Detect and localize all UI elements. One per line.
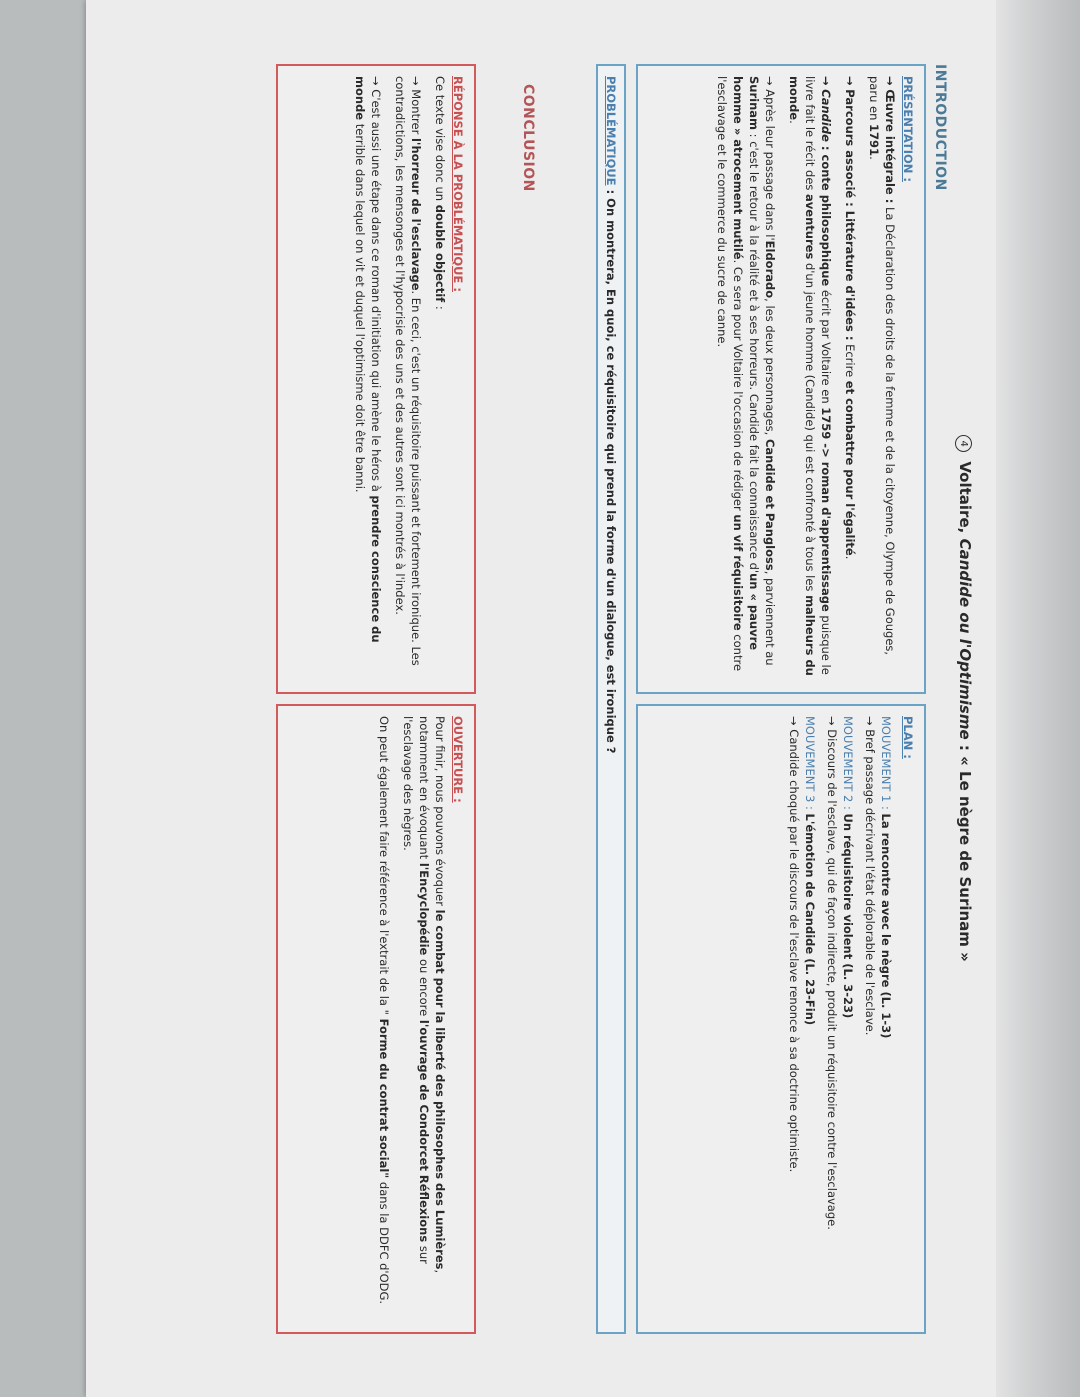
rotated-document <box>86 0 996 1397</box>
presentation-box <box>636 64 926 694</box>
presentation-heading: PRÉSENTATION : <box>901 76 915 182</box>
reponse-objectif: Ce texte vise donc un double objectif : <box>433 76 447 310</box>
title-author: Voltaire, <box>956 461 974 534</box>
ouverture-box <box>276 704 476 1334</box>
ouverture-lumieres: Pour finir, nous pouvons évoquer le combat pour la liberté des philosophes des Lumières, notamment en évoquant l'Encyclopédie ou encore l'ouvrage de Condorcet Réflexions sur l'esclavage des nègres. <box>401 716 447 1274</box>
document-title <box>955 0 974 1397</box>
reponse-horreur: → Montrer l'horreur de l'esclavage. En ceci, c'est un réquisitoire puissant et fortement ironique. Les contradictions, les mensonges et l'hypocrisie des uns et des autres sont ici montrés à l'index. <box>393 76 423 666</box>
reponse-box <box>276 64 476 694</box>
mouvement-3-text: → Candide choqué par le discours de l'esclave renonce à sa doctrine optimiste. <box>787 716 801 1173</box>
section-number-badge: 4 <box>955 435 972 452</box>
conclusion-label: CONCLUSION <box>520 84 536 192</box>
presentation-oeuvre: → Œuvre intégrale : La Déclaration des droits de la femme et de la citoyenne, Olympe de Gouges, paru en 1791. <box>867 76 897 656</box>
problematique-label: PROBLÉMATIQUE <box>604 76 618 186</box>
introduction-label: INTRODUCTION <box>932 64 948 191</box>
mouvement-1-title: MOUVEMENT 1 : La rencontre avec le nègre (L. 1-3) <box>879 716 893 1039</box>
presentation-context: → Après leur passage dans l'Eldorado, les deux personnages, Candide et Pangloss, parviennent au Surinam : c'est le retour à la réalité et à ses horreurs. Candide fait la connaissance d'un « pauvre homme » atrocement mutilé. Ce sera pour Voltaire l'occasion de rédiger un vif réquisitoire contre l'esclavage et le commerce du sucre de canne. <box>715 76 777 672</box>
reponse-heading: RÉPONSE À LA PROBLÉMATIQUE : <box>451 76 465 292</box>
plan-box <box>636 704 926 1334</box>
ouverture-contrat-social: On peut également faire référence à l'extrait de la " Forme du contrat social" dans la DDFC d'ODG. <box>377 716 391 1305</box>
problematique-box <box>596 64 626 1334</box>
presentation-candide: → Candide : conte philosophique écrit par Voltaire en 1759 -> roman d'apprentissage puisque le livre fait le récit des aventures d'un jeune homme (Candide) qui est confronté à tous les malheurs du monde. <box>787 76 833 676</box>
mouvement-2-title: MOUVEMENT 2 : Un réquisitoire violent (L. 3-23) <box>841 716 855 1019</box>
ouverture-heading: OUVERTURE : <box>451 716 465 803</box>
paper-edge-shadow <box>996 0 1080 1397</box>
plan-heading: PLAN : <box>901 716 915 759</box>
reponse-initiation: → C'est aussi une étape dans ce roman d'initiation qui amène le héros à prendre conscience du monde terrible dans lequel on vit et duquel l'optimisme doit être banni. <box>353 76 383 643</box>
presentation-parcours: → Parcours associé : Littérature d'idées : Ecrire et combattre pour l'égalité. <box>843 76 857 560</box>
mouvement-2-text: → Discours de l'esclave, qui de façon indirecte, produit un réquisitoire contre l'esclavage. <box>825 716 839 1230</box>
title-work: Candide ou l'Optimisme <box>956 538 974 740</box>
mouvement-3-title: MOUVEMENT 3 : L'émotion de Candide (L. 23-Fin) <box>803 716 817 1026</box>
paper-sheet <box>86 0 996 1397</box>
title-rest: : « Le nègre de Surinam » <box>956 744 974 962</box>
problematique-text: : On montrera, En quoi, ce réquisitoire qui prend la forme d'un dialogue, est ironique ? <box>604 185 618 754</box>
mouvement-1-text: → Bref passage décrivant l'état déplorable de l'esclave. <box>863 716 877 1036</box>
